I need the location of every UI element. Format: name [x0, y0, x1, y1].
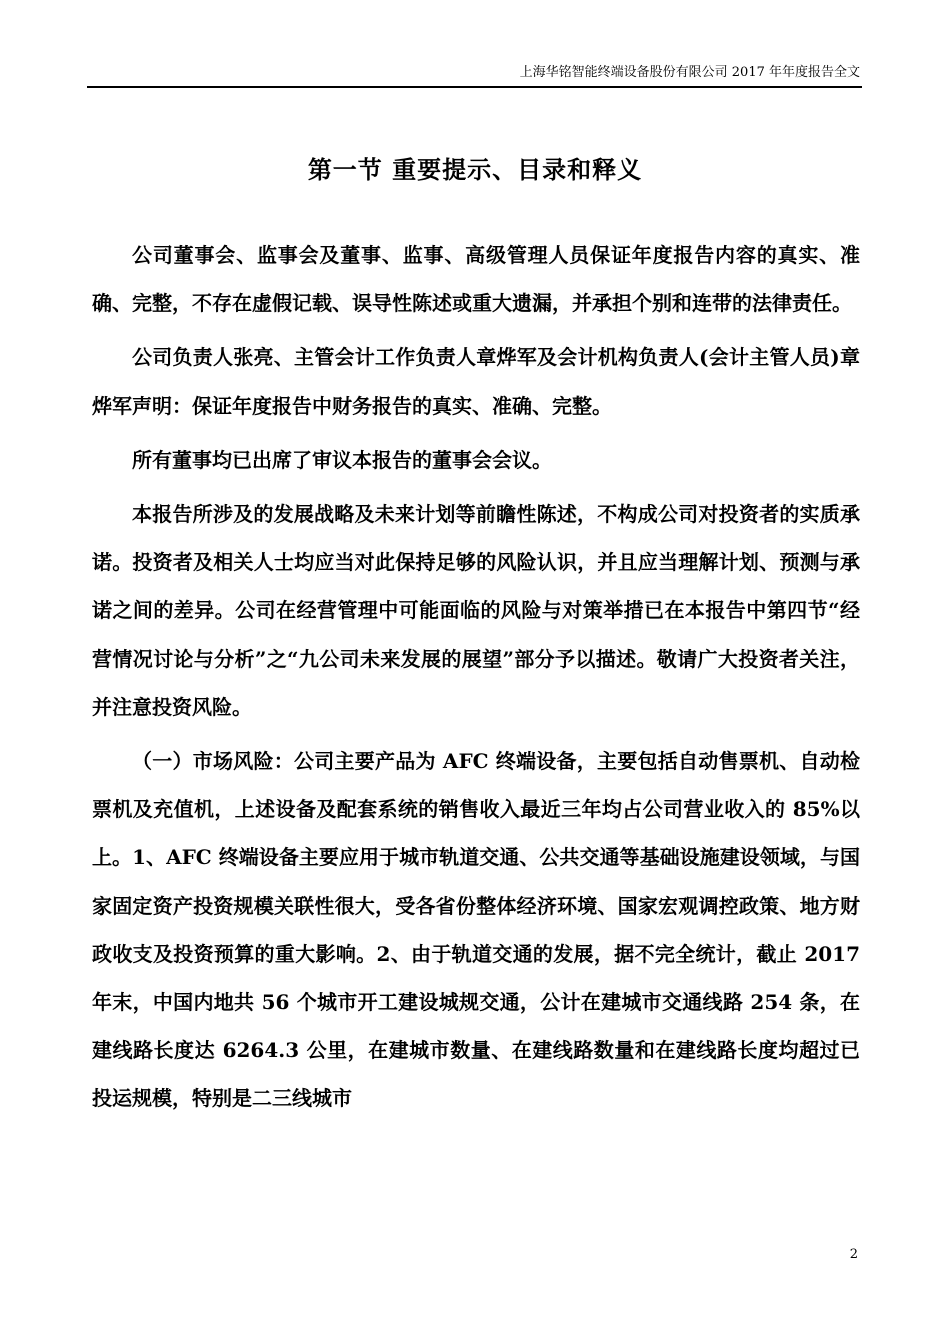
- paragraph-market-risk: （一）市场风险：公司主要产品为 AFC 终端设备，主要包括自动售票机、自动检票机及充值机，上述设备及配套系统的销售收入最近三年均占公司营业收入的 85%以上。1、AFC 终端设备主要应用于城市轨道交通、公共交通等基础设施建设领域，与国家固定资产投资规模关联性很大，受各省份整体经济环境、国家宏观调控政策、地方财政收支及投资预算的重大影响。2、由于轨道交通的发展，据不完全统计，截止 2017 年末，中国内地共 56 个城市开工建设城规交通，公计在建城市交通线路 254 条，在建线路长度达 6264.3 公里，在建城市数量、在建线路数量和在建线路长度均超过已投运规模，特别是二三线城市: [92, 749, 860, 1111]
- section-title: 第一节 重要提示、目录和释义: [307, 155, 643, 184]
- page-number: 2: [849, 1247, 858, 1262]
- body-text: [92, 231, 860, 1129]
- paragraph-responsibility-statement: 公司董事会、监事会及董事、监事、高级管理人员保证年度报告内容的真实、准确、完整，不存在虚假记载、误导性陈述或重大遗漏，并承担个别和连带的法律责任。: [92, 243, 860, 316]
- header-rule: [87, 86, 862, 88]
- paragraph-management-declaration: 公司负责人张亮、主管会计工作负责人章烨军及会计机构负责人(会计主管人员)章烨军声明：保证年度报告中财务报告的真实、准确、完整。: [92, 345, 860, 418]
- paragraph-forward-looking-statement: 本报告所涉及的发展战略及未来计划等前瞻性陈述，不构成公司对投资者的实质承诺。投资者及相关人士均应当对此保持足够的风险认识，并且应当理解计划、预测与承诺之间的差异。公司在经营管理中可能面临的风险与对策举措已在本报告中第四节“经营情况讨论与分析”之“九公司未来发展的展望”部分予以描述。敬请广大投资者关注，并注意投资风险。: [92, 502, 860, 719]
- running-header: 上海华铭智能终端设备股份有限公司 2017 年年度报告全文: [519, 65, 860, 80]
- paragraph-board-attendance: 所有董事均已出席了审议本报告的董事会会议。: [132, 447, 552, 472]
